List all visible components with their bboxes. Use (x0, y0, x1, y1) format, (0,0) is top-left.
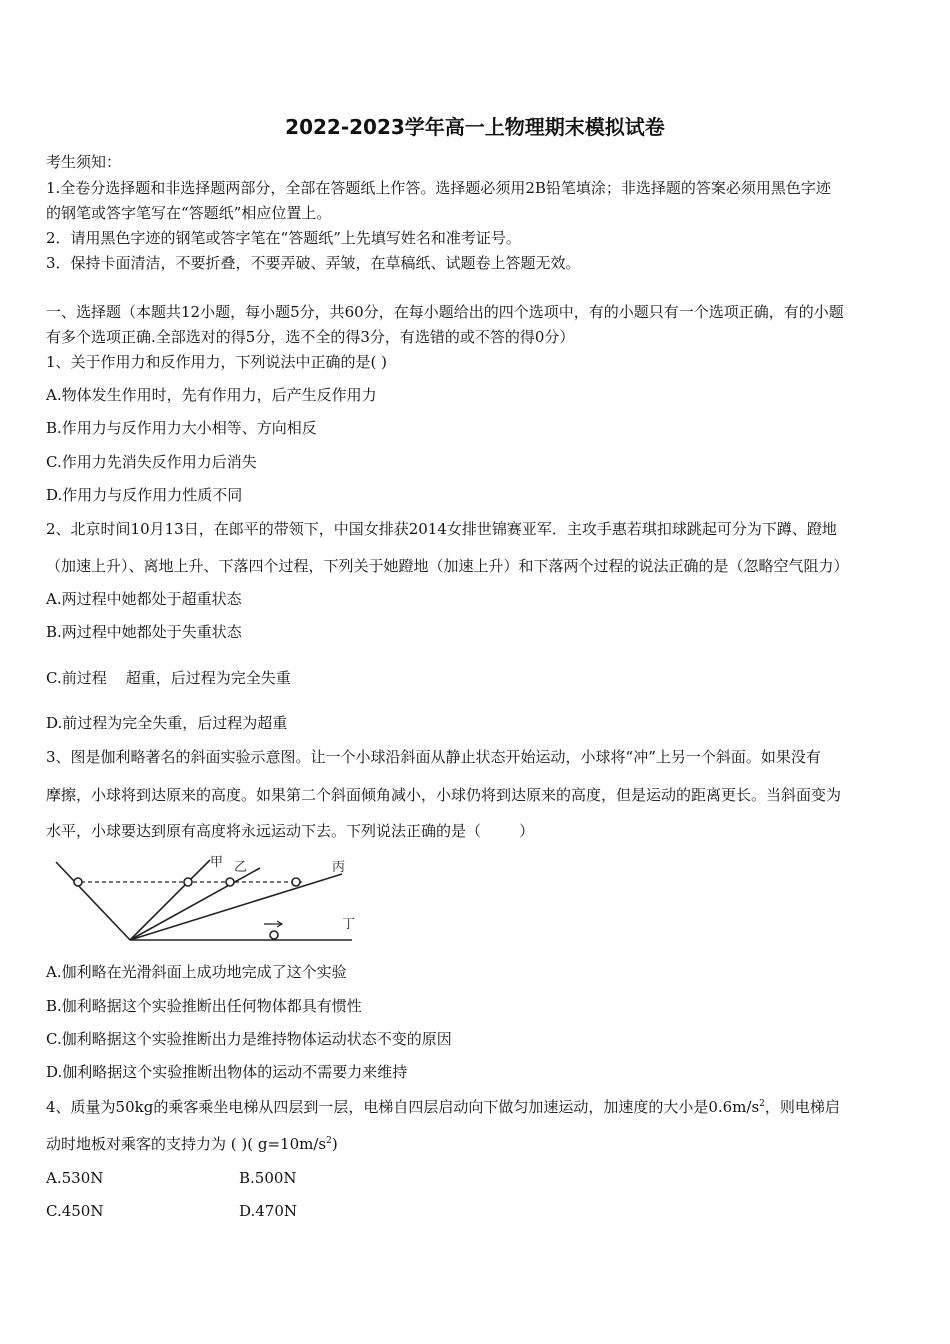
notice-line: 2．请用黑色字迹的钢笔或答字笔在“答题纸”上先填写姓名和准考证号。 (46, 229, 521, 247)
superscript: 2 (326, 1136, 332, 1146)
q1-option-b: B.作用力与反作用力大小相等、方向相反 (46, 419, 317, 437)
left-incline (56, 862, 130, 940)
q4-option-b: B.500N (239, 1169, 297, 1187)
notice-line: 1.全卷分选择题和非选择题两部分，全部在答题纸上作答。选择题必须用2B铅笔填涂；非选择题的答案必须用黑色字迹 (46, 179, 831, 197)
question-4-stem-cont (46, 1134, 338, 1154)
ball (292, 878, 300, 886)
label-yi: 乙 (234, 860, 248, 875)
q2-option-c: C.前过程 超重，后过程为完全失重 (46, 669, 291, 687)
ball (226, 878, 234, 886)
q4-option-c: C.450N (46, 1202, 104, 1220)
q1-option-a: A.物体发生作用时，先有作用力，后产生反作用力 (46, 386, 377, 404)
question-3-stem-cont: 摩擦，小球将到达原来的高度。如果第二个斜面倾角减小，小球仍将到达原来的高度，但是运动的距离更长。当斜面变为 (46, 786, 842, 804)
q1-option-d: D.作用力与反作用力性质不同 (46, 486, 243, 504)
notice-line: 的钢笔或答字笔写在“答题纸”相应位置上。 (46, 204, 332, 222)
label-jia: 甲 (210, 855, 224, 870)
label-ding: 丁 (342, 917, 356, 932)
question-3-stem-cont: 水平，小球要达到原有高度将永远运动下去。下列说法正确的是（ ） (46, 822, 535, 840)
q4-stem-text: 动时地板对乘客的支持力为 ( )( g=10m/s (46, 1135, 327, 1153)
q3-option-a: A.伽利略在光滑斜面上成功地完成了这个实验 (46, 963, 347, 981)
page-title: 2022-2023学年高一上物理期末模拟试卷 (285, 115, 665, 139)
incline-yi (130, 868, 260, 940)
question-1-stem: 1、关于作用力和反作用力，下列说法中正确的是( ) (46, 353, 388, 371)
galileo-incline-figure (52, 852, 372, 952)
q4-option-d: D.470N (239, 1202, 298, 1220)
q3-option-d: D.伽利略据这个实验推断出物体的运动不需要力来维持 (46, 1063, 408, 1081)
ball (270, 931, 278, 939)
label-bing: 丙 (332, 860, 346, 875)
q3-option-c: C.伽利略据这个实验推断出力是维持物体运动状态不变的原因 (46, 1030, 452, 1048)
q1-option-c: C.作用力先消失反作用力后消失 (46, 453, 257, 471)
notice-line: 3．保持卡面清洁，不要折叠，不要弄破、弄皱，在草稿纸、试题卷上答题无效。 (46, 254, 581, 272)
q2-option-d: D.前过程为完全失重，后过程为超重 (46, 714, 288, 732)
ball (74, 878, 82, 886)
q4-stem-text: ) (331, 1135, 338, 1153)
q4-stem-text: 4、质量为50kg的乘客乘坐电梯从四层到一层，电梯自四层启动向下做匀加速运动，加速度的大小是0.6m/s (46, 1098, 760, 1116)
section-heading-cont: 有多个选项正确.全部选对的得5分，选不全的得3分，有选错的或不答的得0分） (46, 328, 575, 346)
q2-option-b: B.两过程中她都处于失重状态 (46, 623, 242, 641)
section-heading: 一、选择题（本题共12小题，每小题5分，共60分，在每小题给出的四个选项中，有的小题只有一个选项正确，有的小题 (46, 303, 844, 321)
notice-heading: 考生须知： (46, 153, 122, 171)
q3-option-b: B.伽利略据这个实验推断出任何物体都具有惯性 (46, 997, 362, 1015)
incline-bing (130, 874, 342, 940)
ball (184, 878, 192, 886)
question-2-stem-cont: （加速上升）、离地上升、下落四个过程，下列关于她蹬地（加速上升）和下落两个过程的说法正确的是（忽略空气阻力） (46, 557, 849, 575)
q4-stem-text: ，则电梯启 (764, 1098, 840, 1116)
question-4-stem (46, 1097, 840, 1117)
q4-option-a: A.530N (46, 1169, 104, 1187)
superscript: 2 (759, 1099, 765, 1109)
question-2-stem: 2、北京时间10月13日，在郎平的带领下，中国女排获2014女排世锦赛亚军．主攻手惠若琪扣球跳起可分为下蹲、蹬地 (46, 520, 837, 538)
q2-option-a: A.两过程中她都处于超重状态 (46, 590, 242, 608)
question-3-stem: 3、图是伽利略著名的斜面实验示意图。让一个小球沿斜面从静止状态开始运动，小球将“冲”上另一个斜面。如果没有 (46, 748, 821, 766)
